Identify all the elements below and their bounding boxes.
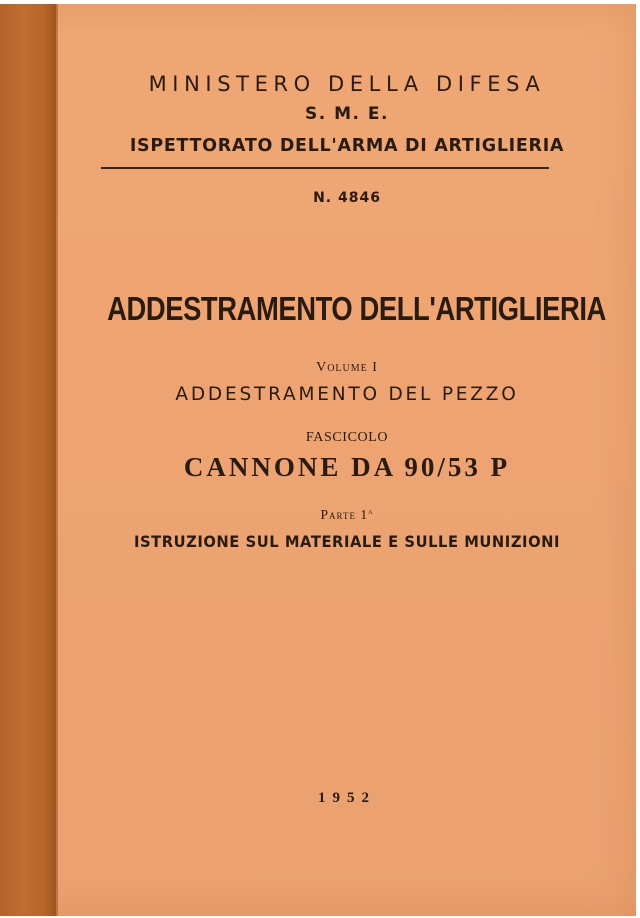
inspectorate-heading: ISPETTORATO DELL'ARMA DI ARTIGLIERIA: [129, 136, 565, 156]
ministry-heading: MINISTERO DELLA DIFESA: [148, 72, 546, 96]
fascicolo-label: FASCICOLO: [305, 430, 389, 445]
publication-number: N. 4846: [313, 190, 381, 206]
book-spine: [0, 4, 56, 916]
volume-subtitle: ADDESTRAMENTO DEL PEZZO: [175, 384, 519, 405]
parte-label: [58, 506, 636, 523]
publication-year: 1952: [318, 790, 376, 806]
volume-label: Volume I: [316, 360, 378, 375]
header-divider: [101, 167, 549, 169]
sme-heading: S. M. E.: [305, 104, 389, 124]
parte-subtitle: ISTRUZIONE SUL MATERIALE E SULLE MUNIZIONI: [133, 532, 561, 551]
parte-ordinal-suffix: a: [368, 506, 374, 516]
page-title: ADDESTRAMENTO DELL'ARTIGLIERIA: [107, 290, 606, 327]
parte-label-text: Parte 1: [320, 507, 369, 522]
fascicolo-title: CANNONE DA 90/53 P: [183, 452, 511, 482]
